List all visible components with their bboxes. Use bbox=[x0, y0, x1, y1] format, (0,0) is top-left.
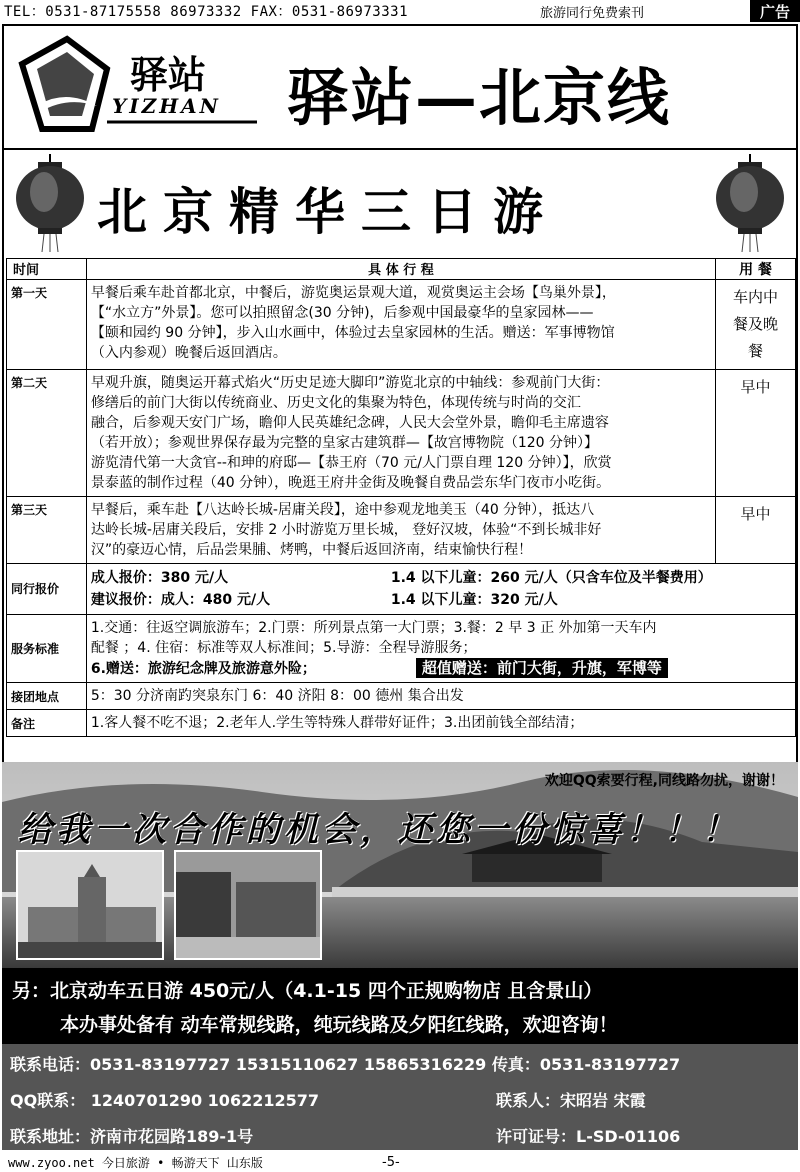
page-number: -5- bbox=[382, 1154, 400, 1170]
promo-line: 另：北京动车五日游 450元/人（4.1-15 四个正规购物店 且含景山） bbox=[12, 980, 603, 1002]
desc-line: 融合，后参观天安门广场，瞻仰人民英雄纪念碑，人民大会堂外景，瞻仰毛主席遗容 bbox=[90, 415, 609, 431]
contact-block bbox=[2, 1044, 798, 1150]
price-label: 同行报价 bbox=[7, 564, 87, 615]
meal-line: 餐及晚 bbox=[733, 315, 779, 333]
ad-badge: 广告 bbox=[750, 0, 800, 22]
header bbox=[2, 24, 798, 150]
footer bbox=[0, 1152, 800, 1172]
day-label: 第二天 bbox=[7, 370, 87, 497]
price-row bbox=[7, 564, 796, 615]
gift-text: 6.赠送：旅游纪念牌及旅游意外险； bbox=[90, 661, 316, 677]
desc-line: 早餐后，乘车赴【八达岭长城-居庸关段】，途中参观龙地美玉（40 分钟），抵达八 bbox=[90, 502, 595, 518]
pickup-label: 接团地点 bbox=[7, 683, 87, 710]
desc-line: 景泰蓝的制作过程（40 分钟），晚逛王府井金街及晚餐自费品尝东华门夜市小吃街。 bbox=[90, 475, 611, 491]
meal-line: 餐 bbox=[748, 342, 764, 360]
service-row bbox=[7, 615, 796, 683]
photo-band bbox=[2, 762, 798, 968]
museum-photo bbox=[16, 850, 164, 960]
top-bar bbox=[0, 0, 800, 22]
contact-person: 联系人：宋昭岩 宋霞 bbox=[496, 1091, 646, 1110]
notes-row bbox=[7, 710, 796, 737]
logo-english-text: YIZHAN bbox=[112, 94, 221, 118]
street-image bbox=[176, 852, 322, 960]
header-tagline: 旅游同行免费索刊 bbox=[540, 5, 645, 21]
pickup-text: 5：30 分济南趵突泉东门 6：40 济阳 8：00 德州 集合出发 bbox=[86, 683, 795, 710]
day-row bbox=[7, 497, 796, 564]
desc-line: 修缮后的前门大街以传统商业、历史文化的集聚为特色，体现传统与时尚的交汇 bbox=[90, 395, 581, 411]
table-header-row bbox=[7, 259, 796, 280]
child-suggested-price: 1.4 以下儿童：320 元/人 bbox=[390, 592, 558, 608]
itinerary-table bbox=[6, 258, 796, 737]
desc-line: （若开放）；参观世界保存最为完整的皇家古建筑群—【故宫博物院（120 分钟）】 bbox=[90, 435, 599, 451]
slogan: 给我一次合作的机会，还您一份惊喜！！！ bbox=[18, 810, 740, 850]
day-meals bbox=[716, 280, 796, 370]
price-values bbox=[86, 564, 795, 615]
pickup-row bbox=[7, 683, 796, 710]
service-line: 1.交通：往返空调旅游车；2.门票：所列景点第一大门票；3.餐：2 早 3 正 外加第一天车内 bbox=[90, 620, 657, 636]
desc-line: （入内参观）晚餐后返回酒店。 bbox=[90, 345, 287, 361]
logo bbox=[12, 34, 262, 139]
notes-label: 备注 bbox=[7, 710, 87, 737]
service-line: 配餐 ；4. 住宿：标准等双人标准间；5.导游：全程导游服务； bbox=[90, 640, 477, 656]
desc-line: 【“水立方”外景】。您可以拍照留念(30 分钟)，后参观中国最豪华的皇家园林—— bbox=[90, 305, 594, 321]
desc-line: 游览清代第一大贪官--和珅的府邸—【恭王府（70 元/人门票自理 120 分钟）】，欣赏 bbox=[90, 455, 612, 471]
day-description bbox=[86, 370, 715, 497]
day-meals bbox=[716, 370, 796, 497]
bonus-highlight: 超值赠送：前门大街，升旗，军博等 bbox=[416, 658, 668, 678]
welcome-text: 欢迎QQ索要行程,同线路勿扰，谢谢！ bbox=[544, 773, 784, 789]
day-description bbox=[86, 497, 715, 564]
service-label: 服务标准 bbox=[7, 615, 87, 683]
logo-chinese-text: 驿站 bbox=[130, 52, 207, 97]
day-label: 第一天 bbox=[7, 280, 87, 370]
desc-line: 【颐和园约 90 分钟】，步入山水画中，体验过去皇家园林的生活。赠送：军事博物馆 bbox=[90, 325, 615, 341]
adult-suggested-price: 建议报价：成人：480 元/人 bbox=[90, 592, 271, 608]
desc-line: 汉”的豪迈心情，后品尝果脯、烤鸭，中餐后返回济南，结束愉快行程！ bbox=[90, 542, 533, 558]
service-line bbox=[91, 658, 791, 679]
header-contact: TEL：0531-87175558 86973332 FAX：0531-86973331 bbox=[4, 4, 409, 20]
lantern-icon bbox=[14, 154, 86, 254]
day-description bbox=[86, 280, 715, 370]
adult-trade-price: 成人报价：380 元/人 bbox=[90, 570, 229, 586]
footer-site: www.zyoo.net 今日旅游 • 畅游天下 山东版 bbox=[8, 1155, 263, 1170]
lantern-icon bbox=[714, 154, 786, 254]
meal-line: 早中 bbox=[740, 505, 771, 523]
meal-line: 车内中 bbox=[733, 288, 779, 306]
header-time: 时间 bbox=[7, 259, 87, 280]
child-trade-price: 1.4 以下儿童：260 元/人（只含车位及半餐费用） bbox=[390, 570, 712, 586]
promo-line: 本办事处备有 动车常规线路，纯玩线路及夕阳红线路，欢迎咨询！ bbox=[60, 1014, 618, 1036]
meal-line: 早中 bbox=[740, 378, 771, 396]
day-meals bbox=[716, 497, 796, 564]
price-line bbox=[91, 589, 791, 611]
promo-banner bbox=[2, 968, 798, 1044]
day-row bbox=[7, 370, 796, 497]
contact-address: 联系地址：济南市花园路189-1号 bbox=[10, 1127, 254, 1146]
header-itinerary: 具 体 行 程 bbox=[86, 259, 715, 280]
desc-line: 早餐后乘车赴首都北京，中餐后，游览奥运景观大道，观赏奥运主会场【鸟巢外景】， bbox=[90, 285, 616, 301]
license-number: 许可证号：L-SD-01106 bbox=[496, 1127, 681, 1146]
notes-text: 1.客人餐不吃不退；2.老年人.学生等特殊人群带好证件；3.出团前钱全部结清； bbox=[86, 710, 795, 737]
price-line bbox=[91, 567, 791, 589]
day-label: 第三天 bbox=[7, 497, 87, 564]
desc-line: 早观升旗，随奥运开幕式焰火“历史足迹大脚印”游览北京的中轴线：参观前门大街： bbox=[90, 375, 610, 391]
contact-qq: QQ联系： 1240701290 1062212577 bbox=[10, 1091, 320, 1110]
museum-image bbox=[18, 852, 164, 960]
service-values bbox=[86, 615, 795, 683]
header-meals: 用 餐 bbox=[716, 259, 796, 280]
tour-title: 北京精华三日游 bbox=[97, 183, 559, 241]
main-title: 驿站—北京线 bbox=[287, 61, 672, 134]
street-photo bbox=[174, 850, 322, 960]
day-row bbox=[7, 280, 796, 370]
desc-line: 达岭长城-居庸关段后，安排 2 小时游览万里长城， 登好汉坡，体验“不到长城非好 bbox=[90, 522, 602, 538]
tour-title-bar bbox=[2, 150, 798, 256]
contact-phone: 联系电话：0531-83197727 15315110627 15865316229 传真：0531-83197727 bbox=[10, 1055, 681, 1074]
